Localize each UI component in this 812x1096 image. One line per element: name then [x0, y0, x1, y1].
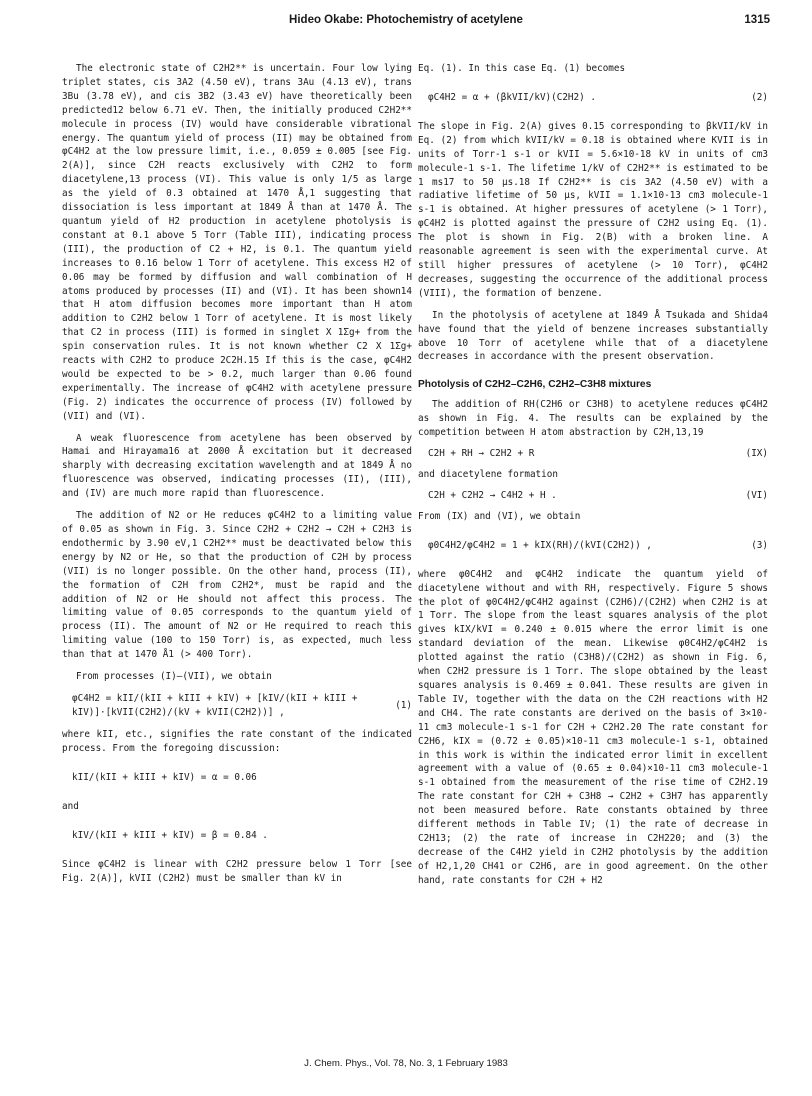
equation-number: (1)	[395, 700, 412, 712]
equation-text: φC4H2 = α + (βkVII/kV)(C2H2) .	[428, 91, 596, 103]
paragraph: A weak fluorescence from acetylene has been observed by Hamai and Hirayama16 at 2000 Å excitation but it decreased sharply with decreasing excitation wavelength and at 1849 Å no fluorescence was observed, indicating processes (II), (III), and (IV) are much more rapid than fluorescence.	[62, 432, 412, 500]
equation-text: φ0C4H2/φC4H2 = 1 + kIX(RH)/(kVI(C2H2)) ,	[428, 539, 652, 551]
equation-text: C2H + RH → C2H2 + R	[428, 447, 535, 459]
paragraph: where kII, etc., signifies the rate constant of the indicated process. From the foregoing discussion:	[62, 728, 412, 754]
paragraph: Eq. (1). In this case Eq. (1) becomes	[418, 63, 626, 74]
equation	[418, 489, 768, 503]
footer-citation: J. Chem. Phys., Vol. 78, No. 3, 1 February 1983	[304, 1058, 508, 1069]
paragraph: From (IX) and (VI), we obtain	[418, 510, 581, 522]
paragraph: The slope in Fig. 2(A) gives 0.15 corresponding to βkVII/kV in Eq. (2) from which kVII/kV = 0.18 is obtained where KVII is in units of Torr-1 s-1 or kVII = 5.6×10-18 kV in units of cm3 molecule-1 s-1. The lifetime 1/kV of C2H2** is estimated to be 1 ms17 to 50 μs.18 If C2H2** is cis 3A2 (4.50 eV) with a radiative lifetime of 50 μs, kVII = 1.1×10-13 cm3 molecule-1 s-1 is obtained. At higher pressures of acetylene (> 1 Torr), φC4H2 is plotted against the pressure of C2H2 using Eq. (1). The plot is shown in Fig. 2(B) with a broken line. A reasonable agreement is seen with the experimental curve. At still higher pressures of acetylene (> 10 Torr), φC4H2 decreases, suggesting the occurrence of the additional process (VIII), the formation of benzene.	[418, 120, 768, 299]
paragraph: The addition of RH(C2H6 or C3H8) to acetylene reduces φC4H2 as shown in Fig. 4. The results can be explained by the competition between H atom abstraction by C2H,13,19	[418, 399, 768, 439]
equation-number: (IX)	[745, 447, 768, 459]
equation-text: C2H + C2H2 → C4H2 + H .	[428, 489, 557, 501]
paragraph: Since φC4H2 is linear with C2H2 pressure below 1 Torr [see Fig. 2(A)], kVII (C2H2) must be smaller than kV in	[62, 858, 412, 884]
section-heading: Photolysis of C2H2–C2H6, C2H2–C3H8 mixtures	[418, 379, 652, 391]
paragraph: In the photolysis of acetylene at 1849 Å Tsukada and Shida4 have found that the yield of benzene increases substantially above 10 Torr of acetylene while that of a diacetylene decreases in accordance with the present observation.	[418, 309, 768, 363]
equation-number: (VI)	[745, 489, 768, 501]
equation-text: kIV/(kII + kIII + kIV) = β = 0.84 .	[72, 829, 268, 841]
paragraph: From processes (I)–(VII), we obtain	[76, 671, 272, 683]
left-column	[62, 62, 412, 886]
equation-text: kII/(kII + kIII + kIV) = α = 0.06	[72, 771, 257, 783]
equation	[62, 763, 412, 793]
paragraph: and diacetylene formation	[418, 468, 558, 480]
page-number: 1315	[744, 14, 770, 26]
paragraph: where φ0C4H2 and φC4H2 indicate the quantum yield of diacetylene without and with RH, respectively. Figure 5 shows the plot of φ0C4H2/φC4H2 against (C2H6)/(C2H2) when C2H2 is at 1 Torr. The slope from the least squares analysis of the plot gives kIX/kVI = 0.240 ± 0.015 where the error limit is one standard deviation of the mean. Likewise φ0C4H2/φC4H2 is plotted against the ratio (C3H8)/(C2H2) as shown in Fig. 6, when C2H2 pressure is 1 Torr. The slope obtained by the least squares analysis is 0.469 ± 0.041. These results are given in Table IV, together with the data on the C2H reactions with H2 and CH4. The rate constants are derived on the basis of 3×10-11 cm3 molecule-1 s-1 for C2H + C2H2.20 The rate constant for C2H6, kIX = (0.72 ± 0.05)×10-11 cm3 molecule-1 s-1, obtained in this work is within the indicated error limit in excellent agreement with a value of (0.65 ± 0.04)×10-11 cm3 molecule-1 s-1 obtained from the measurement of the rise time of C2H2.19 The rate constant for C2H + C3H8 → C2H2 + C3H7 has apparently not been measured before. Rate constants obtained by three different methods in Table IV; (1) the rate of decrease in C2H13; (2) the rate of increase in C2H220; and (3) the decrease of the C4H2 yield in C2H2 photolysis by the addition of H2,1,20 CH41 or C2H6, are in good agreement. On the other hand, rate constants for C2H + H2	[418, 568, 768, 886]
right-column	[418, 62, 768, 888]
paragraph: The electronic state of C2H2** is uncertain. Four low lying triplet states, cis 3A2 (4.50 eV), trans 3Au (4.13 eV), trans 3Bu (3.78 eV), and cis 3B2 (3.43 eV) have theoretically been predicted12 below 6.71 eV. Then, the initially produced C2H2** molecule in process (IV) would have considerable vibrational energy. The quantum yield of process (II) may be obtained from φC4H2 at the low pressure limit, i.e., 0.059 ± 0.005 [see Fig. 2(A)], since C2H reacts exclusively with C2H2 to form diacetylene,13 process (VI). This value is only 1/5 as large as the yield of 0.3 obtained at 1470 Å,1 suggesting that dissociation is less important at 1849 Å than at 1470 Å. The quantum yield of H2 production in acetylene photolysis is constant at 0.1 above 5 Torr (Table III), indicating process (III), the production of C2 + H2, is 0.1. The quantum yield increases to 0.16 below 1 Torr of acetylene. This excess H2 of 0.06 may be formed by diffusion and wall combination of H atoms produced by processes (II) and (VI). It has been shown14 that H atom diffusion becomes more important than H atom addition to C2H2 below 1 Torr of acetylene. It is most likely that C2 in process (III) is formed in singlet X 1Σg+ from the spin conservation rules. It is not known whether C2 X 1Σg+ reacts with C2H2 to produce 2C2H.15 If this is the case, φC4H2 would be expected to be > 0.2, much larger than 0.06 found experimentally. The increase of φC4H2 with acetylene pressure (Fig. 2) indicates the occurrence of process (IV) followed by (VII) and (VI).	[62, 63, 412, 422]
equation	[418, 447, 768, 461]
equation	[418, 83, 768, 113]
equation	[418, 531, 768, 561]
equation-number: (3)	[751, 539, 768, 551]
paragraph: The addition of N2 or He reduces φC4H2 to a limiting value of 0.05 as shown in Fig. 3. Since C2H2 + C2H2 → C2H + C2H3 is endothermic by 3.90 eV,1 C2H2** must be deactivated below this energy by N2 or He, so that the production of C2H by process (VII) is no longer possible. On the other hand, process (II), the formation of C2H from C2H2*, must be rapid and the addition of N2 or He should not affect this process. The limiting value of 0.05 corresponds to the quantum yield of process (II). The amount of N2 or He required to reach this limiting value (100 to 150 Torr) is, as expected, much less than that at 1470 Å1 (> 400 Torr).	[62, 510, 412, 661]
running-title: Hideo Okabe: Photochemistry of acetylene	[289, 14, 523, 26]
equation	[62, 821, 412, 851]
equation	[62, 691, 412, 721]
paragraph: and	[62, 800, 79, 812]
equation-text: φC4H2 = kII/(kII + kIII + kIV) + [kIV/(kII + kIII + kIV)]·[kVII(C2H2)/(kV + kVII(C2H2))] ,	[72, 693, 358, 718]
equation-number: (2)	[751, 91, 768, 103]
